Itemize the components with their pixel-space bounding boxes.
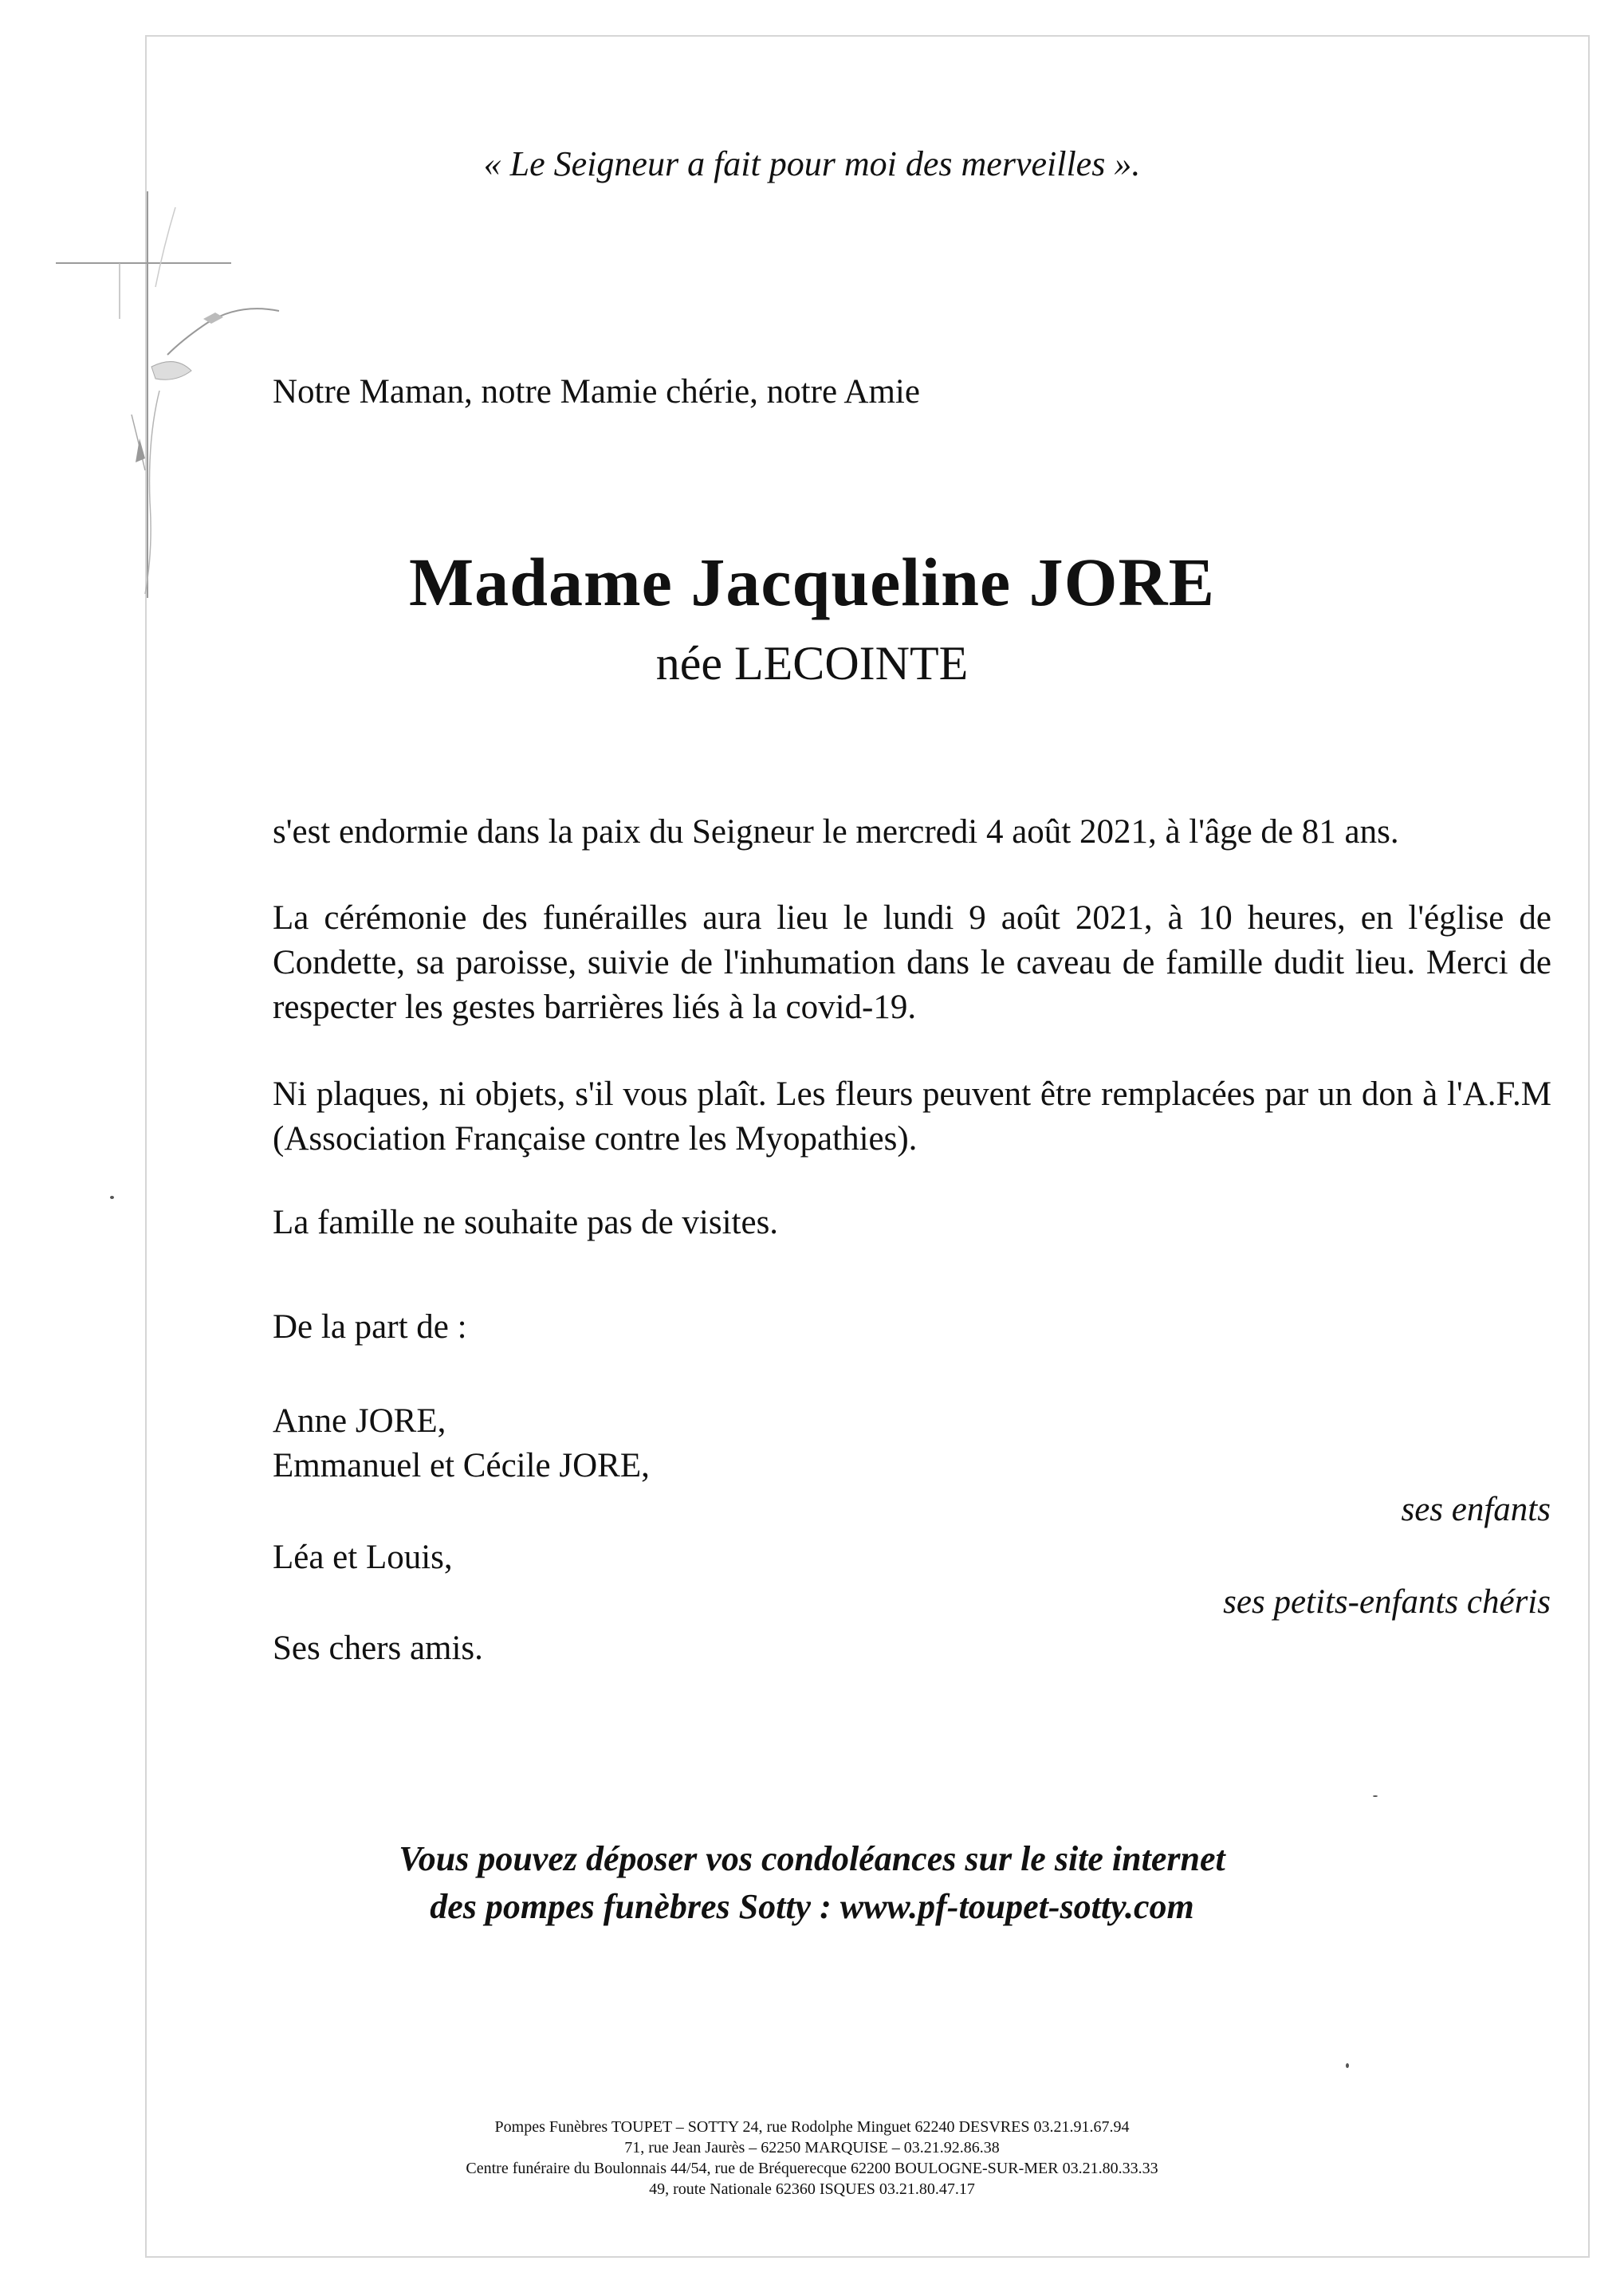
scan-speck: [1373, 1795, 1378, 1797]
intro-line: Notre Maman, notre Mamie chérie, notre Amie: [273, 373, 920, 411]
ceremony-paragraph: La cérémonie des funérailles aura lieu le lundi 9 août 2021, à 10 heures, en l'église de Condette, sa paroisse, suivie de l'inhumation dans le caveau de famille dudit lieu. Merci de respecter les gestes barrières liés à la covid-19.: [273, 899, 1551, 1026]
epigraph-quote: « Le Seigneur a fait pour moi des merveilles ».: [483, 144, 1141, 183]
death-announcement: s'est endormie dans la paix du Seigneur le mercredi 4 août 2021, à l'âge de 81 ans.: [273, 813, 1399, 851]
footer-line-3: Centre funéraire du Boulonnais 44/54, rue de Bréquerecque 62200 BOULOGNE-SUR-MER 03.21.80.33.33: [466, 2160, 1158, 2177]
family-line-grandchildren: Léa et Louis,: [273, 1539, 453, 1576]
footer-line-4: 49, route Nationale 62360 ISQUES 03.21.80.47.17: [649, 2180, 975, 2198]
flowers-paragraph: Ni plaques, ni objets, s'il vous plaît. Les fleurs peuvent être remplacées par un don à l'A.F.M (Association Française contre les Myopathies).: [273, 1075, 1551, 1158]
funeral-home-footer: [0, 2117, 1624, 2200]
family-role-children: ses enfants: [1401, 1491, 1551, 1528]
footer-line-2: 71, rue Jean Jaurès – 62250 MARQUISE – 03.21.92.86.38: [624, 2139, 1000, 2156]
deceased-name: Madame Jacqueline JORE: [409, 544, 1215, 620]
family-line-anne: Anne JORE,: [273, 1402, 446, 1440]
condolences-line-1: Vous pouvez déposer vos condoléances sur le site internet: [399, 1839, 1225, 1878]
scan-speck: [110, 1196, 114, 1199]
visits-notice: La famille ne souhaite pas de visites.: [273, 1204, 779, 1241]
footer-line-1: Pompes Funèbres TOUPET – SOTTY 24, rue Rodolphe Minguet 62240 DESVRES 03.21.91.67.94: [494, 2118, 1130, 2136]
family-role-grandchildren: ses petits-enfants chéris: [1223, 1583, 1551, 1621]
cross-lily-icon: [56, 183, 295, 598]
condolences-line-2: des pompes funèbres Sotty : www.pf-toupet-sotty.com: [430, 1887, 1194, 1926]
from-label: De la part de :: [273, 1308, 467, 1346]
maiden-name: née LECOINTE: [655, 637, 969, 690]
family-line-emmanuel-cecile: Emmanuel et Cécile JORE,: [273, 1447, 650, 1484]
family-line-friends: Ses chers amis.: [273, 1630, 483, 1667]
scan-speck: [1346, 2063, 1349, 2068]
condolences-notice: [0, 1835, 1624, 1931]
